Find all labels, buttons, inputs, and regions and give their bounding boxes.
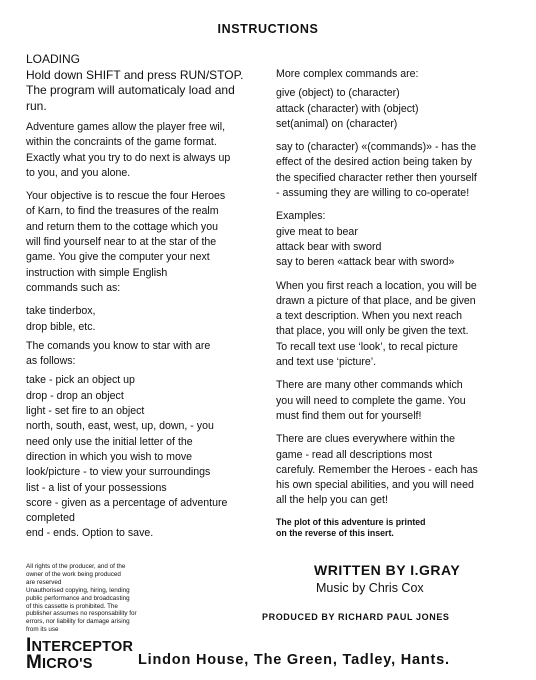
text-line: give (object) to (character) bbox=[276, 87, 400, 100]
text-line: look/picture - to view your surroundings bbox=[26, 466, 211, 479]
text-line: The comands you know to star with are bbox=[26, 339, 211, 352]
text-line: There are clues everywhere within the bbox=[276, 433, 456, 446]
text-line: drop bible, etc. bbox=[26, 320, 96, 333]
text-line: direction in which you wish to move bbox=[26, 450, 193, 463]
text-line: More complex commands are: bbox=[276, 68, 419, 80]
legal-line: are reserved bbox=[26, 578, 62, 586]
text-line: light - set fire to an object bbox=[26, 405, 145, 418]
paragraph bbox=[26, 189, 264, 296]
text-line: attack (character) with (object) bbox=[276, 102, 419, 115]
text-line: to you, and you alone. bbox=[26, 166, 131, 179]
text-line: end - ends. Option to save. bbox=[26, 527, 154, 540]
produced-by-credit: PRODUCED BY RICHARD PAUL JONES bbox=[262, 612, 450, 622]
legal-line: All rights of the producer, and of the bbox=[26, 563, 126, 570]
text-line: score - given as a percentage of adventure bbox=[26, 496, 228, 509]
written-by-credit: WRITTEN BY I.GRAY bbox=[314, 562, 461, 578]
text-line: game. You give the computer your next bbox=[26, 251, 210, 264]
text-line: his own special abilities, and you will need bbox=[276, 479, 474, 492]
text-line: effect of the desired action being taken by bbox=[276, 156, 472, 169]
paragraph bbox=[26, 373, 264, 541]
left-column bbox=[26, 52, 264, 550]
text-line: completed bbox=[26, 512, 75, 525]
text-line: Exactly what you try to do next is always up bbox=[26, 151, 231, 164]
loading-heading: LOADING bbox=[26, 52, 81, 66]
text-line: drawn a picture of that place, and be given bbox=[276, 294, 476, 307]
legal-line: errors, nor liability for damage arising bbox=[26, 618, 130, 626]
logo-line-1 bbox=[26, 635, 134, 656]
text-line: the specified character rether then yourself bbox=[276, 171, 477, 184]
interceptor-micros-logo bbox=[26, 636, 136, 672]
text-line: a text description. When you next reach bbox=[276, 310, 463, 323]
loading-line: Hold down SHIFT and press RUN/STOP. bbox=[26, 67, 244, 82]
legal-line: of this cassette is prohibited. The bbox=[26, 602, 118, 610]
paragraph bbox=[26, 120, 264, 181]
legal-line: Unauthorised copying, hiring, lending bbox=[26, 586, 130, 594]
text-line: commands such as: bbox=[26, 281, 121, 294]
paragraph bbox=[276, 67, 520, 82]
text-line: game - read all descriptions most bbox=[276, 448, 433, 461]
paragraph bbox=[276, 432, 520, 508]
text-line: When you first reach a location, you will be bbox=[276, 279, 477, 292]
text-line: instruction with simple English bbox=[26, 266, 168, 279]
text-line: list - a list of your possessions bbox=[26, 481, 167, 494]
right-paragraphs bbox=[276, 67, 520, 509]
loading-line: The program will automaticaly load and bbox=[26, 83, 235, 97]
right-column bbox=[276, 67, 520, 539]
loading-instructions bbox=[26, 68, 264, 115]
text-line: need only use the initial letter of the bbox=[26, 435, 193, 448]
text-line: To recall text use ‘look’, to recal picture bbox=[276, 340, 458, 353]
legal-line: owner of the work being produced bbox=[26, 570, 121, 578]
paragraph bbox=[276, 378, 520, 424]
left-paragraphs bbox=[26, 120, 264, 542]
text-line: and text use ‘picture’. bbox=[276, 356, 377, 369]
text-line: north, south, east, west, up, down, - you bbox=[26, 420, 214, 433]
text-line: within the concraints of the game format. bbox=[26, 136, 217, 149]
company-address: Lindon House, The Green, Tadley, Hants. bbox=[138, 652, 450, 668]
legal-line: public performance and broadcasting bbox=[26, 594, 130, 602]
text-line: as follows: bbox=[26, 355, 76, 368]
paragraph bbox=[276, 209, 520, 270]
logo-cap-i: I bbox=[26, 635, 32, 656]
text-line: There are many other commands which bbox=[276, 379, 463, 392]
text-line: say to beren «attack bear with sword» bbox=[276, 256, 455, 269]
paragraph bbox=[276, 279, 520, 371]
text-line: you will need to complete the game. You bbox=[276, 394, 466, 407]
legal-notice bbox=[26, 563, 226, 634]
text-line: Your objective is to rescue the four Heroes bbox=[26, 190, 226, 203]
text-line: give meat to bear bbox=[276, 225, 358, 238]
plot-note-line: on the reverse of this insert. bbox=[276, 527, 394, 538]
music-by-credit: Music by Chris Cox bbox=[316, 581, 424, 595]
text-line: drop - drop an object bbox=[26, 389, 124, 402]
text-line: carefuly. Remember the Heroes - each has bbox=[276, 463, 478, 476]
text-line: attack bear with sword bbox=[276, 240, 382, 253]
text-line: say to (character) «(commands)» - has the bbox=[276, 141, 477, 154]
logo-text-1: NTERCEPTOR bbox=[31, 639, 134, 655]
logo-text-2: ICRO'S bbox=[42, 656, 93, 672]
legal-line: publisher assumes no responsability for bbox=[26, 610, 137, 618]
text-line: will find yourself near to at the star of the bbox=[26, 236, 217, 249]
text-line: of Karn, to find the treasures of the realm bbox=[26, 205, 219, 218]
paragraph bbox=[276, 140, 520, 201]
loading-line: run. bbox=[26, 98, 47, 113]
text-line: all the help you can get! bbox=[276, 494, 388, 507]
plot-note bbox=[276, 517, 520, 539]
text-line: set(animal) on (character) bbox=[276, 117, 398, 130]
text-line: Examples: bbox=[276, 210, 326, 223]
text-line: Adventure games allow the player free wil, bbox=[26, 121, 226, 133]
plot-note-line: The plot of this adventure is printed bbox=[276, 516, 426, 527]
text-line: that place, you will only be given the text. bbox=[276, 325, 469, 338]
text-line: must find them out for yourself! bbox=[276, 409, 422, 422]
page-title: INSTRUCTIONS bbox=[217, 22, 319, 36]
text-line: and return them to the cottage which you bbox=[26, 220, 218, 233]
logo-line-2 bbox=[26, 652, 93, 673]
legal-line: from its use bbox=[26, 626, 59, 634]
text-line: take tinderbox, bbox=[26, 305, 96, 318]
text-line: take - pick an object up bbox=[26, 374, 135, 387]
paragraph bbox=[26, 339, 264, 370]
text-line: - assuming they are willing to co-operate! bbox=[276, 187, 470, 200]
logo-cap-m: M bbox=[26, 652, 43, 673]
paragraph bbox=[276, 86, 520, 132]
paragraph bbox=[26, 304, 264, 335]
